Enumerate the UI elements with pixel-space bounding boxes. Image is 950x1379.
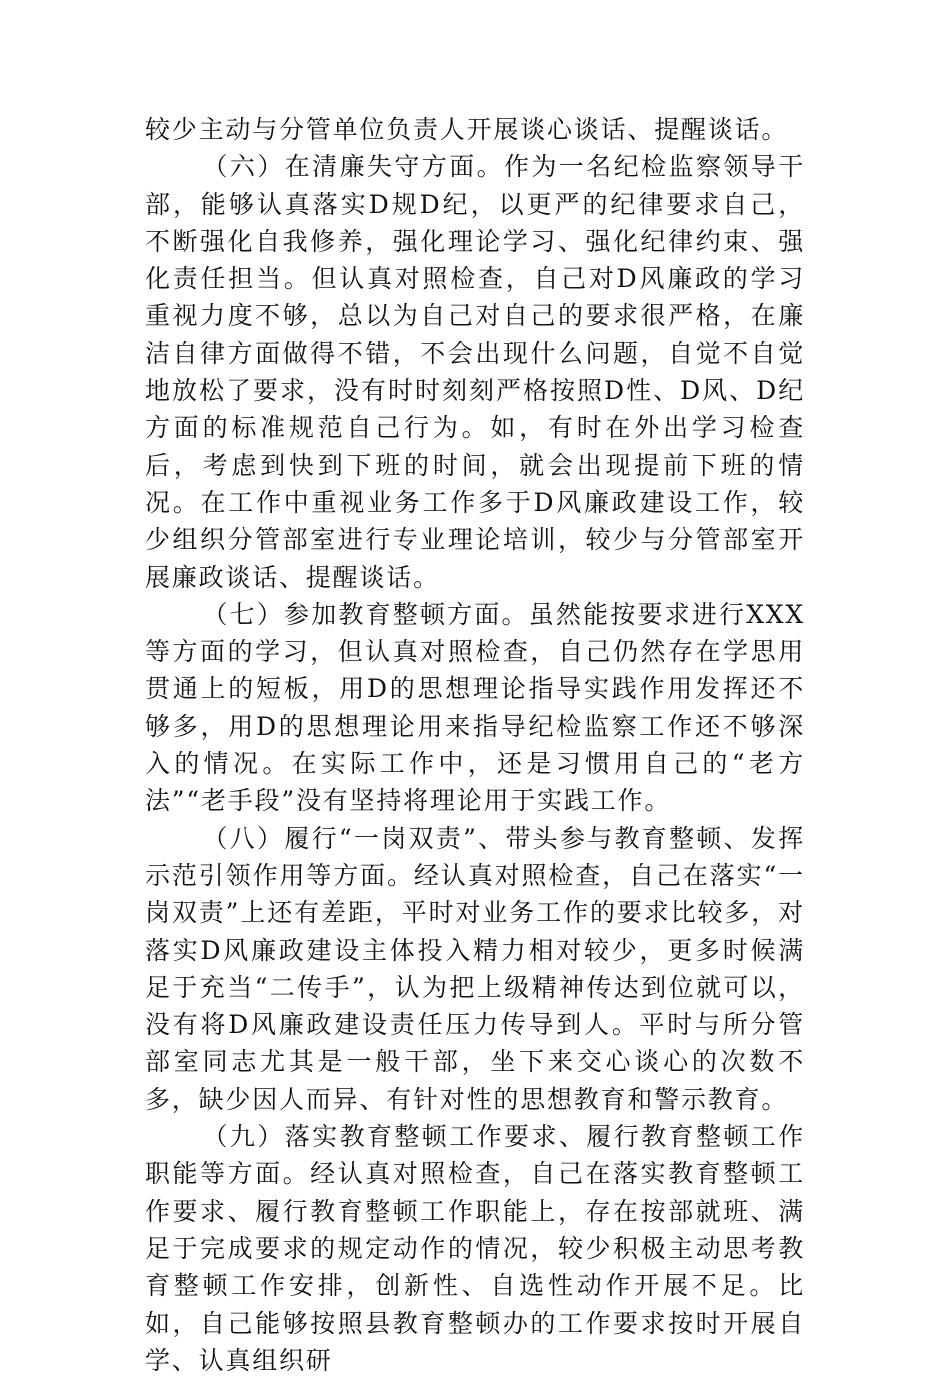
paragraph-continuation: 较少主动与分管单位负责人开展谈心谈话、提醒谈话。 — [145, 115, 789, 144]
paragraph-section-9: （九）落实教育整顿工作要求、履行教育整顿工作职能等方面。经认真对照检查，自己在落实教育整顿工作要求、履行教育整顿工作职能上，存在按部就班、满足于完成要求的规定动作的情况，较少积极主动思考教育整顿工作安排，创新性、自选性动作开展不足。比如，自己能够按照县教育整顿办的工作要求按时开展自学、认真组织研 — [145, 1122, 805, 1375]
document-body — [145, 111, 805, 1379]
paragraph-section-7: （七）参加教育整顿方面。虽然能按要求进行XXX等方面的学习，但认真对照检查，自己仍然存在学思用贯通上的短板，用D的思想理论指导实践作用发挥还不够多，用D的思想理论用来指导纪检监察工作还不够深入的情况。在实际工作中，还是习惯用自己的“老方法”“老手段”没有坚持将理论用于实践工作。 — [145, 599, 805, 816]
paragraph-section-8: （八）履行“一岗双责”、带头参与教育整顿、发挥示范引领作用等方面。经认真对照检查，自己在落实“一岗双责”上还有差距，平时对业务工作的要求比较多，对落实D风廉政建设主体投入精力相对较少，更多时候满足于充当“二传手”，认为把上级精神传达到位就可以，没有将D风廉政建设责任压力传导到人。平时与所分管部室同志尤其是一般干部，坐下来交心谈心的次数不多，缺少因人而异、有针对性的思想教育和警示教育。 — [145, 823, 805, 1114]
paragraph-section-6: （六）在清廉失守方面。作为一名纪检监察领导干部，能够认真落实D规D纪，以更严的纪律要求自己，不断强化自我修养，强化理论学习、强化纪律约束、强化责任担当。但认真对照检查，自己对D风廉政的学习重视力度不够，总以为自己对自己的要求很严格，在廉洁自律方面做得不错，不会出现什么问题，自觉不自觉地放松了要求，没有时时刻刻严格按照D性、D风、D纪方面的标准规范自己行为。如，有时在外出学习检查后，考虑到快到下班的时间，就会出现提前下班的情况。在工作中重视业务工作多于D风廉政建设工作，较少组织分管部室进行专业理论培训，较少与分管部室开展廉政谈话、提醒谈话。 — [145, 152, 805, 592]
